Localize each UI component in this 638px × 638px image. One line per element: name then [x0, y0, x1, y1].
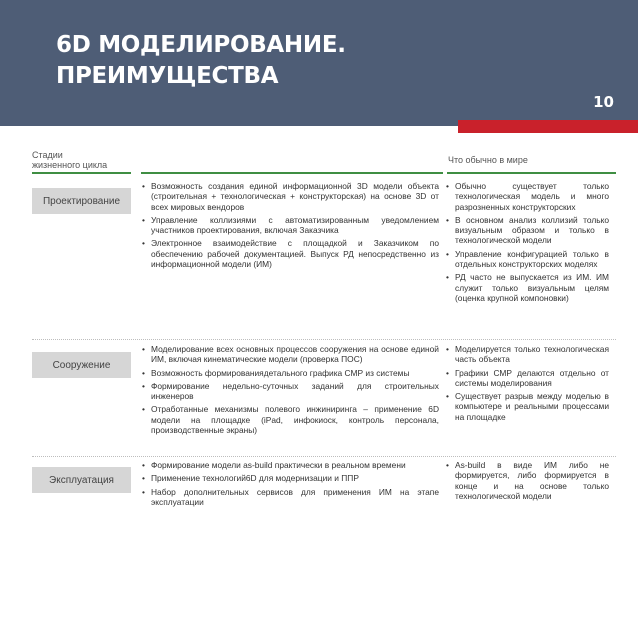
- design-advantages-list: [142, 181, 439, 272]
- bullet-icon: •: [446, 181, 449, 191]
- list-item: • Моделирование всех основных процессов сооружения на основе единой ИМ, включая кинематические модели (проверка ПОС): [142, 344, 439, 365]
- list-item: • Моделируется только технологическая часть объекта: [446, 344, 609, 365]
- stage-header-underline: [32, 172, 131, 174]
- bullet-icon: •: [142, 460, 145, 470]
- list-item: • Набор дополнительных сервисов для применения ИМ на этапе эксплуатации: [142, 486, 439, 507]
- accent-bar: [458, 120, 638, 133]
- list-item: • Существует разрыв между моделью в компьютере и реальными процессами на площадке: [446, 391, 609, 422]
- bullet-icon: •: [446, 344, 449, 354]
- world-header-underline: [447, 172, 616, 174]
- list-item: • Управление коллизиями с автоматизированным уведомлением участников проектирования, включая Заказчика: [142, 214, 439, 236]
- bullet-icon: •: [446, 248, 449, 259]
- operation-advantages-list: [142, 460, 439, 510]
- list-item: • Отработанные механизмы полевого инжиниринга – применение 6D модели на площадке (iPad, инфокиоск, контроль персонала, производственные экраны): [142, 404, 439, 436]
- stage-label-design: Проектирование: [32, 188, 131, 214]
- list-item: • Обычно существует только технологическая модель и много разрозненных конструкторских: [446, 181, 609, 212]
- bullet-icon: •: [446, 214, 449, 225]
- advantages-header-underline: [141, 172, 443, 174]
- list-item: • Формирование недельно-суточных заданий для строительных инженеров: [142, 380, 439, 402]
- bullet-icon: •: [446, 391, 449, 402]
- bullet-icon: •: [142, 181, 145, 191]
- row-separator: [32, 339, 616, 340]
- list-item: • РД часто не выпускается из ИМ. ИМ служит только визуальным целям (оценка крупной компоновки): [446, 272, 609, 303]
- bullet-icon: •: [142, 238, 145, 249]
- list-item: • As-build в виде ИМ либо не формируется, либо формируется в конце и на основе только технологической модели: [446, 460, 609, 501]
- bullet-icon: •: [142, 486, 145, 497]
- bullet-icon: •: [142, 214, 145, 225]
- stage-label-operation: Эксплуатация: [32, 467, 131, 493]
- stage-column-header: [32, 150, 107, 170]
- world-column-header: Что обычно в мире: [448, 155, 528, 165]
- list-item: • Применение технологий6D для модернизации и ППР: [142, 473, 359, 484]
- list-item: • Возможность формированиядетального графика СМР из системы: [142, 367, 410, 378]
- stage-header-line-1: Стадии: [32, 150, 63, 160]
- list-item: • Формирование модели as-build практически в реальном времени: [142, 460, 406, 470]
- bullet-icon: •: [142, 380, 145, 391]
- list-item: • Управление конфигурацией только в отдельных конструкторских моделях: [446, 248, 609, 270]
- stage-header-line-2: жизненного цикла: [32, 160, 108, 170]
- stage-label-construction: Сооружение: [32, 352, 131, 378]
- list-item: • Возможность создания единой информационной 3D модели объекта (строительная + технологическая + конструкторская) на основе 3D от всех мировых вендоров: [142, 181, 439, 212]
- header-banner: [0, 0, 638, 126]
- bullet-icon: •: [142, 367, 145, 378]
- construction-world-list: [446, 344, 609, 425]
- list-item: • Электронное взаимодействие с площадкой и Заказчиком по обеспечению рабочей документацией. Выпуск РД непосредственно из информационной модели (ИМ): [142, 238, 439, 270]
- bullet-icon: •: [446, 272, 449, 283]
- construction-advantages-list: [142, 344, 439, 438]
- bullet-icon: •: [446, 460, 449, 470]
- bullet-icon: •: [142, 404, 145, 415]
- title-line-2: ПРЕИМУЩЕСТВА: [56, 63, 279, 89]
- operation-world-list: [446, 460, 609, 504]
- page-number: 10: [593, 93, 614, 111]
- design-world-list: [446, 181, 609, 306]
- page-title: [56, 30, 346, 92]
- bullet-icon: •: [142, 473, 145, 484]
- list-item: • Графики СМР делаются отдельно от системы моделирования: [446, 367, 609, 388]
- row-separator: [32, 456, 616, 457]
- bullet-icon: •: [446, 367, 449, 378]
- title-line-1: 6D МОДЕЛИРОВАНИЕ.: [56, 32, 346, 58]
- bullet-icon: •: [142, 344, 145, 354]
- list-item: • В основном анализ коллизий только визуальным образом и только в технологической модели: [446, 214, 609, 246]
